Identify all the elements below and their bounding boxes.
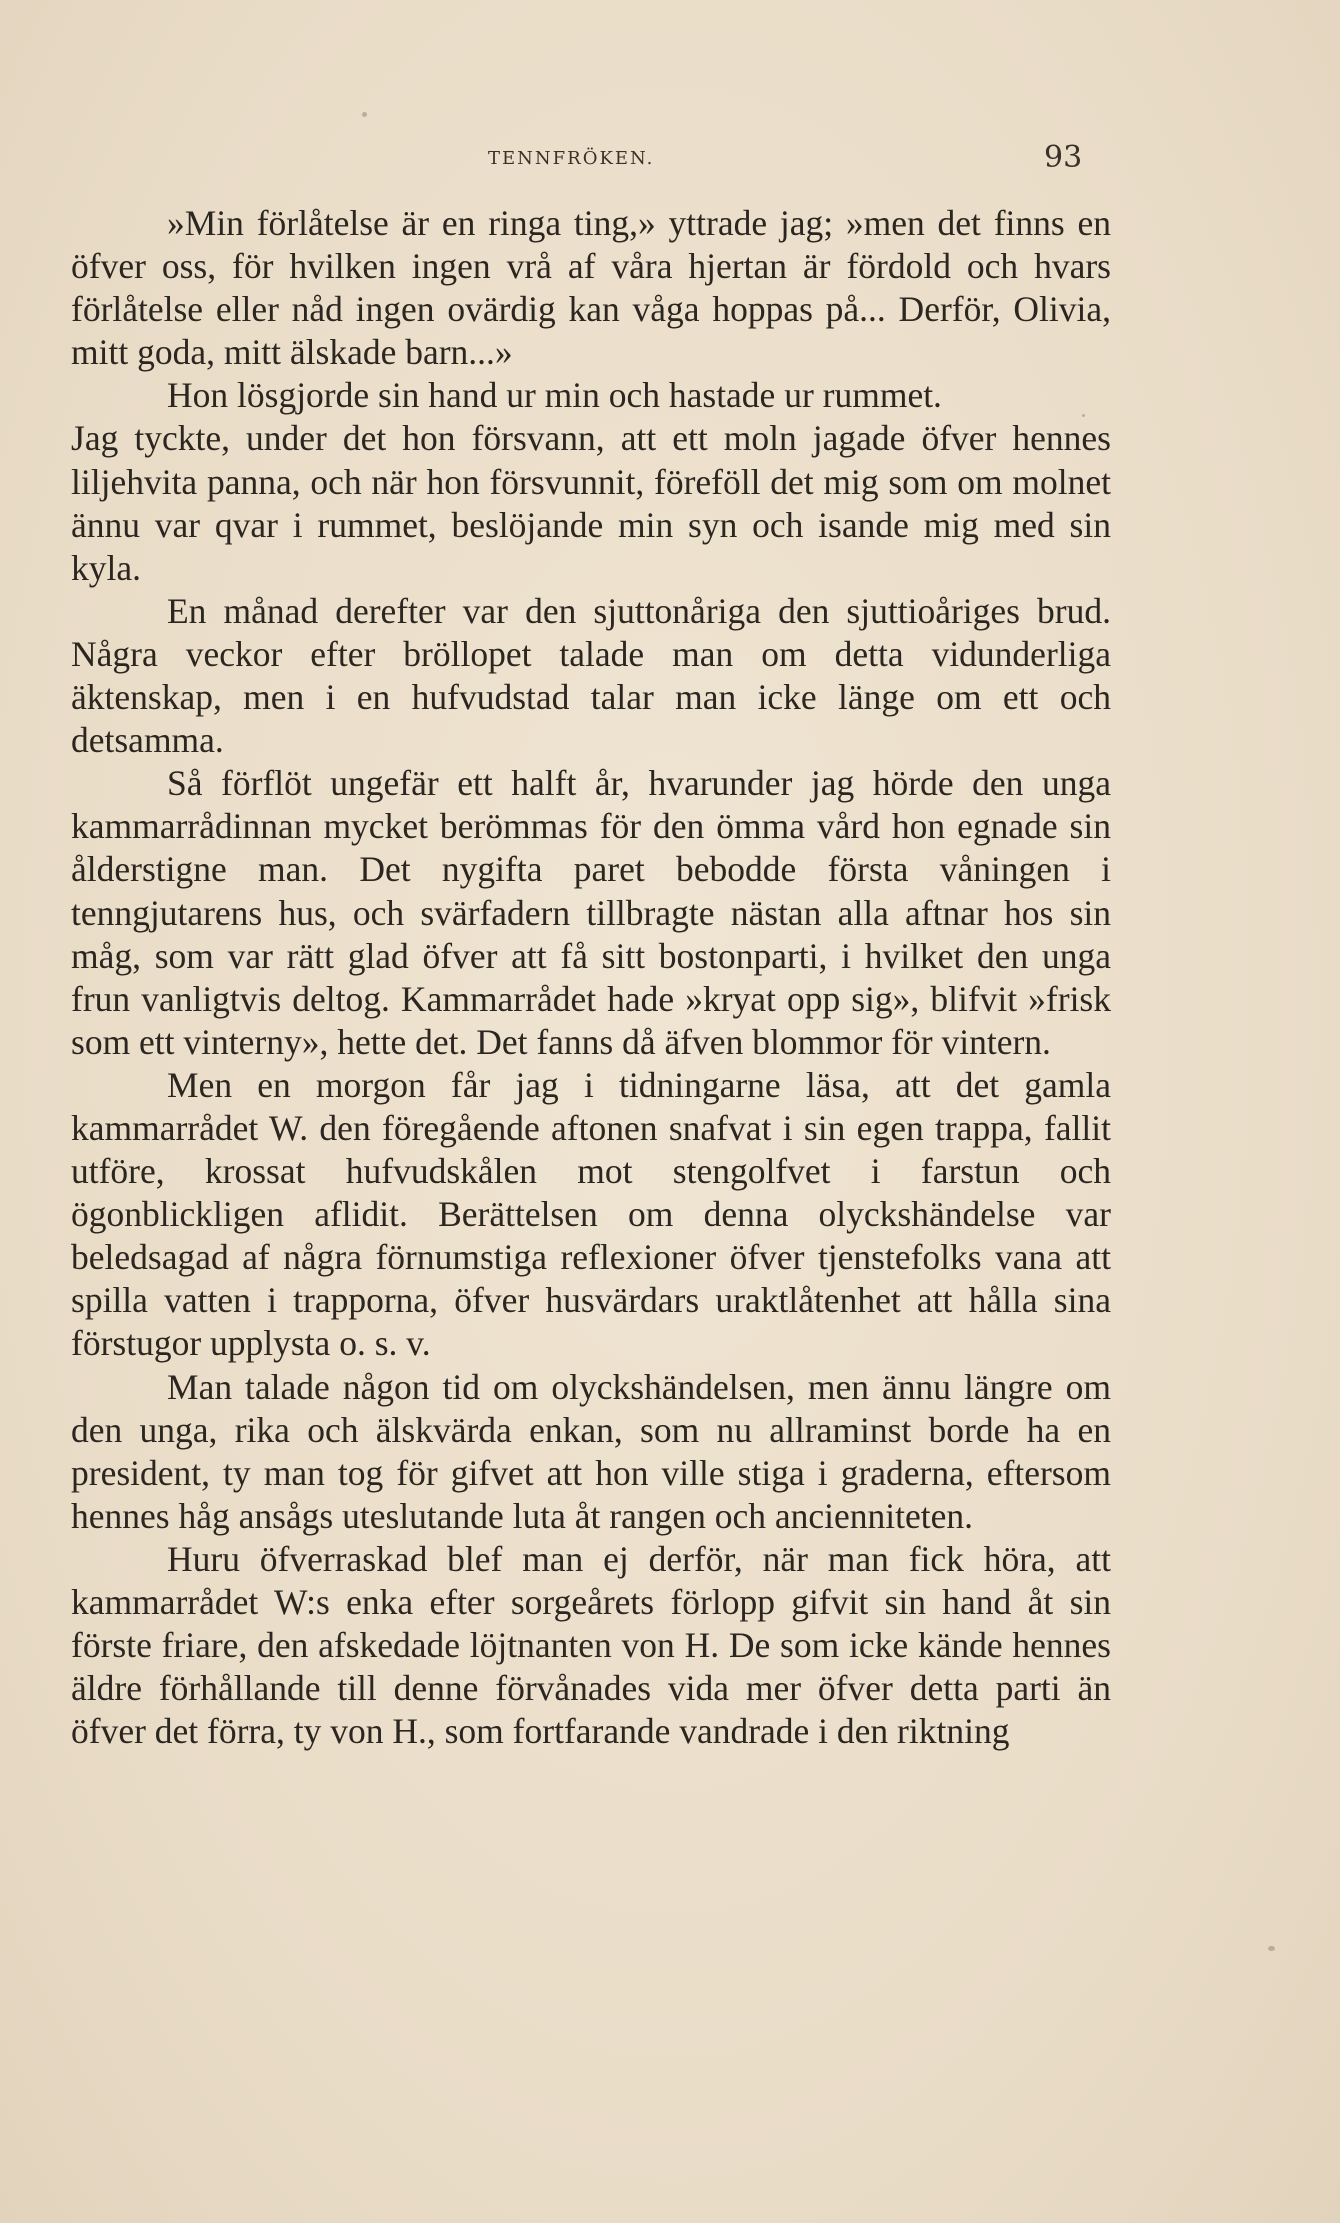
page-header: [0, 140, 1340, 178]
page-number: 93: [1044, 140, 1083, 175]
paragraph: Man talade någon tid om olyckshändelsen, men ännu längre om den unga, rika och älskvärda enkan, som nu allraminst borde ha en president, ty man tog för gifvet att hon ville stiga i graderna, eftersom hennes håg ansågs uteslutande luta åt rangen och ancienniteten.: [71, 1366, 1111, 1536]
paragraph: Jag tyckte, under det hon försvann, att ett moln jagade öfver hennes liljehvita panna, och när hon försvunnit, föreföll det mig som om molnet ännu var qvar i rummet, beslöjande min syn och isande mig med sin kyla.: [71, 418, 1111, 588]
body-text: [71, 202, 1111, 1753]
running-title: TENNFRÖKEN.: [488, 148, 655, 169]
paper-speck: [362, 112, 367, 117]
paragraph: Men en morgon får jag i tidningarne läsa, att det gamla kammarrådet W. den föregående aftonen snafvat i sin egen trappa, fallit utföre, krossat hufvudskålen mot stengolfvet i farstun och ögonblickligen aflidit. Berättelsen om denna olyckshändelse var beledsagad af några förnumstiga reflexioner öfver tjenstefolks vana att spilla vatten i trapporna, öfver husvärdars uraktlåtenhet att hålla sina förstugor upplysta o. s. v.: [71, 1064, 1111, 1364]
paragraph: »Min förlåtelse är en ringa ting,» yttrade jag; »men det finns en öfver oss, för hvilken ingen vrå af våra hjertan är fördold och hvars förlåtelse eller nåd ingen ovärdig kan våga hoppas på... Derför, Olivia, mitt goda, mitt älskade barn...»: [71, 203, 1111, 373]
paper-speck: [1268, 1946, 1275, 1951]
paragraph: Hon lösgjorde sin hand ur min och hastade ur rummet.: [167, 375, 942, 416]
paragraph: En månad derefter var den sjuttonåriga den sjuttioåriges brud. Några veckor efter bröllopet talade man om detta vidunderliga äktenskap, men i en hufvudstad talar man icke länge om ett och detsamma.: [71, 590, 1111, 761]
paragraph: Huru öfverraskad blef man ej derför, när man fick höra, att kammarrådet W:s enka efter sorgeårets förlopp gifvit sin hand åt sin förste friare, den afskedade löjtnanten von H. De som icke kände hennes äldre förhållande till denne förvånades vida mer öfver detta parti än öfver det förra, ty von H., som fortfarande vandrade i den riktning: [71, 1538, 1111, 1752]
paragraph: Så förflöt ungefär ett halft år, hvarunder jag hörde den unga kammarrådinnan mycket berömmas för den ömma vård hon egnade sin ålderstigne man. Det nygifta paret bebodde första våningen i tenngjutarens hus, och svärfadern tillbragte nästan alla aftnar hos sin måg, som var rätt glad öfver att få sitt bostonparti, i hvilket den unga frun vanligtvis deltog. Kammarrådet hade »kryat opp sig», blifvit »frisk som ett vinterny», hette det. Det fanns då äfven blommor för vintern.: [71, 763, 1111, 1062]
paper-speck: [1082, 414, 1085, 417]
